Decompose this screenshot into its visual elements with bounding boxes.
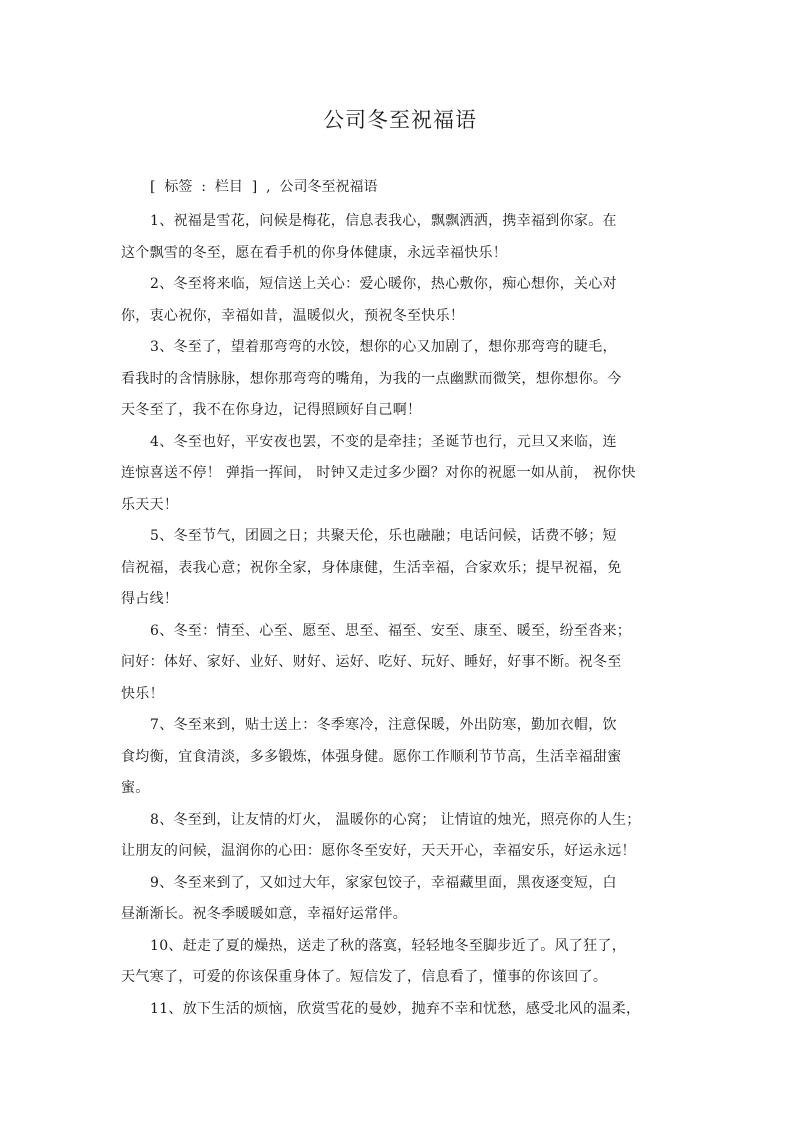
paragraph-3-line-2: 看我时的含情脉脉，想你那弯弯的嘴角，为我的一点幽默而微笑，想你想你。今 — [121, 370, 622, 387]
paragraph-6-line-1: 6、冬至：情至、心至、愿至、思至、福至、安至、康至、暖至，纷至沓来； — [150, 622, 632, 639]
paragraph-1-line-1: 1、祝福是雪花，问候是梅花，信息表我心，飘飘洒洒，携幸福到你家。在 — [150, 213, 617, 229]
paragraph-8-line-1: 8、冬至到，让友情的灯火， 温暖你的心窝； 让情谊的烛光，照亮你的人生； — [150, 811, 641, 828]
paragraph-6-line-2: 问好：体好、家好、业好、财好、运好、吃好、玩好、睡好，好事不断。祝冬至 — [121, 654, 622, 670]
paragraph-8-line-2: 让朋友的问候，温润你的心田：愿你冬至安好，天天开心，幸福安乐，好运永远！ — [121, 843, 636, 859]
paragraph-5-line-3: 得占线！ — [121, 591, 179, 607]
paragraph-5-line-1: 5、冬至节气，团圆之日；共聚天伦，乐也融融；电话问候，话费不够；短 — [150, 528, 617, 544]
paragraph-7-line-1: 7、冬至来到，贴士送上：冬季寒冷，注意保暖，外出防寒，勤加衣帽，饮 — [150, 717, 617, 733]
paragraph-10-line-2: 天气寒了，可爱的你该保重身体了。短信发了，信息看了，懂事的你该回了。 — [121, 969, 608, 985]
tag-line: [ 标签 : 栏目 ] , 公司冬至祝福语 — [150, 179, 378, 195]
page-title: 公司冬至祝福语 — [323, 108, 477, 132]
paragraph-10-line-1: 10、赶走了夏的燥热，送走了秋的落寞，轻轻地冬至脚步近了。风了狂了， — [150, 937, 627, 954]
paragraph-4-line-2: 连惊喜送不停！ 弹指一挥间， 时钟又走过多少圈？对你的祝愿一如从前， 祝你快 — [121, 465, 636, 481]
paragraph-3-line-3: 天冬至了，我不在你身边，记得照顾好自己啊！ — [121, 402, 422, 418]
paragraph-1-line-2: 这个飘雪的冬至，愿在看手机的你身体健康，永远幸福快乐！ — [121, 244, 508, 261]
paragraph-11-line-1: 11、放下生活的烦恼，欣赏雪花的曼妙，抛弃不幸和忧愁，感受北风的温柔， — [150, 1000, 641, 1017]
paragraph-9-line-2: 昼渐渐长。祝冬季暖暖如意，幸福好运常伴。 — [121, 906, 407, 922]
paragraph-6-line-3: 快乐！ — [121, 685, 164, 702]
paragraph-7-line-3: 蜜。 — [121, 780, 150, 796]
paragraph-4-line-1: 4、冬至也好，平安夜也罢，不变的是牵挂；圣诞节也行，元旦又来临，连 — [150, 433, 617, 450]
paragraph-2-line-2: 你，衷心祝你，幸福如昔，温暖似火，预祝冬至快乐！ — [121, 307, 465, 324]
paragraph-2-line-1: 2、冬至将来临，短信送上关心：爱心暖你，热心敷你，痴心想你，关心对 — [150, 276, 617, 292]
paragraph-5-line-2: 信祝福，表我心意；祝你全家，身体康健，生活幸福，合家欢乐；提早祝福，免 — [121, 559, 622, 576]
paragraph-9-line-1: 9、冬至来到了，又如过大年，家家包饺子，幸福藏里面，黑夜逐变短，白 — [150, 874, 617, 891]
paragraph-3-line-1: 3、冬至了，望着那弯弯的水饺，想你的心又加剧了，想你那弯弯的睫毛， — [150, 339, 617, 355]
paragraph-4-line-3: 乐天天！ — [121, 496, 179, 513]
paragraph-7-line-2: 食均衡，宜食清淡，多多锻炼，体强身健。愿你工作顺利节节高，生活幸福甜蜜 — [121, 748, 622, 765]
